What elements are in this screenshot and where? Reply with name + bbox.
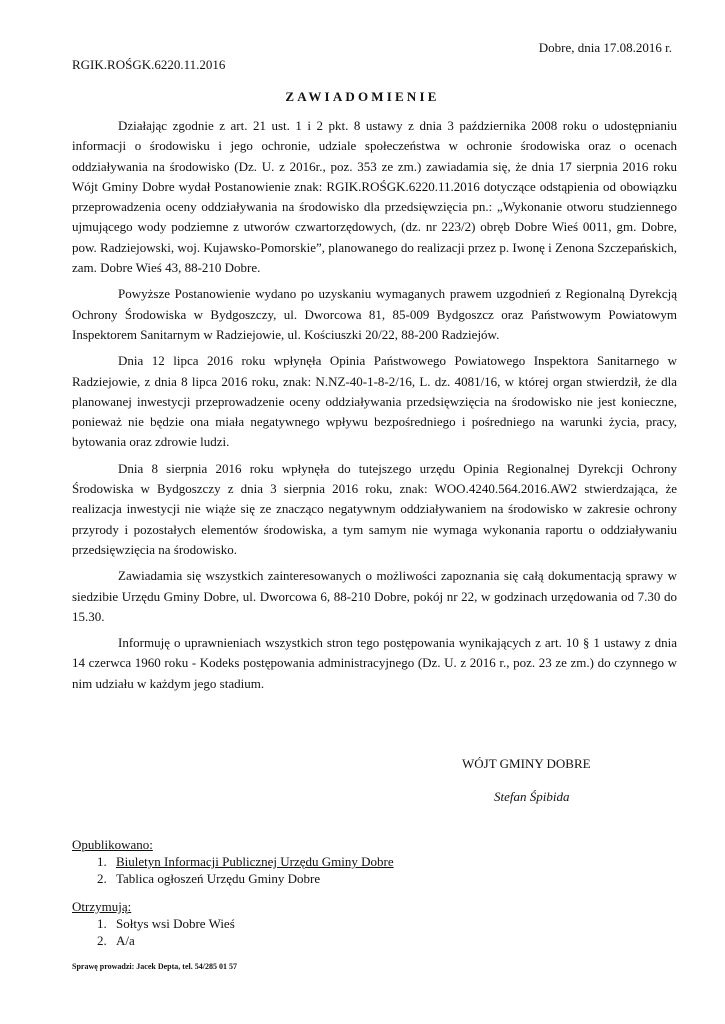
place-date: Dobre, dnia 17.08.2016 r.	[538, 40, 672, 55]
paragraph: Dnia 8 sierpnia 2016 roku wpłynęła do tutejszego urzędu Opinia Regionalnej Dyrekcji Ochrony Środowiska w Bydgoszczy z dnia 3 sierpnia 2016 roku, znak: WOO.4240.564.2016.AW2 stwierdzająca, że realizacja inwestycji nie wiąże się ze znacząco negatywnym oddziaływaniem na środowisko w zakresie ochrony przyrody i pozostałych elementów środowiska, a tym samym nie wymaga wykonania raportu o oddziaływaniu przedsięwzięcia na środowisko.	[72, 460, 677, 557]
list-item: 1. Sołtys wsi Dobre Wieś	[110, 915, 235, 932]
case-handler-footer: Sprawę prowadzi: Jacek Depta, tel. 54/285 01 57	[72, 962, 237, 971]
signatory-office: WÓJT GMINY DOBRE	[462, 756, 591, 771]
signatory-name: Stefan Śpibida	[494, 789, 570, 804]
list-item: 2. Tablica ogłoszeń Urzędu Gminy Dobre	[110, 870, 394, 887]
recipients-list	[72, 898, 235, 949]
paragraph: Informuję o uprawnieniach wszystkich stron tego postępowania wynikających z art. 10 § 1 ustawy z dnia 14 czerwca 1960 roku - Kodeks postępowania administracyjnego (Dz. U. z 2016 r., poz. 23 ze zm.) do czynnego w nim udziału w każdym jego stadium.	[72, 635, 677, 691]
paragraph: Dnia 12 lipca 2016 roku wpłynęła Opinia Państwowego Powiatowego Inspektora Sanitarnego w Radziejowie, z dnia 8 lipca 2016 roku, znak: N.NZ-40-1-8-2/16, L. dz. 4081/16, w której organ stwierdził, że dla planowanej inwestycji przeprowadzenie oceny oddziaływania przedsięwzięcia na środowisko nie jest konieczne, ponieważ nie będzie ona miała negatywnego wpływu bezpośredniego i pośredniego na warunki życia, pracy, bytowania oraz zdrowie ludzi.	[72, 353, 677, 450]
recipients-heading: Otrzymują:	[72, 899, 132, 914]
paragraph: Zawiadamia się wszystkich zainteresowanych o możliwości zapoznania się całą dokumentacją sprawy w siedzibie Urzędu Gminy Dobre, ul. Dworcowa 6, 88-210 Dobre, pokój nr 22, w godzinach urzędowania od 7.30 do 15.30.	[72, 568, 677, 624]
published-list	[72, 836, 394, 887]
document-title: ZAWIADOMIENIE	[285, 89, 440, 104]
list-item	[110, 853, 394, 870]
paragraph: Działając zgodnie z art. 21 ust. 1 i 2 pkt. 8 ustawy z dnia 3 października 2008 roku o udostępnianiu informacji o środowisku i jego ochronie, udziale społeczeństwa w ochronie środowiska oraz o ocenach oddziaływania na środowisko (Dz. U. z 2016r., poz. 353 ze zm.) zawiadamia się, że dnia 17 sierpnia 2016 roku Wójt Gminy Dobre wydał Postanowienie znak: RGIK.ROŚGK.6220.11.2016 dotyczące odstąpienia od obowiązku przeprowadzenia oceny oddziaływania na środowisko dla przedsięwzięcia pn.: „Wykonanie otworu studziennego ujmującego wody podziemne z utworów czwartorzędowych, (dz. nr 223/2) obręb Dobre Wieś 0011, gm. Dobre, pow. Radziejowski, woj. Kujawsko-Pomorskie”, planowanego do realizacji przez p. Iwonę i Zenona Szczepańskich, zam. Dobre Wieś 43, 88-210 Dobre.	[72, 118, 677, 276]
paragraph: Powyższe Postanowienie wydano po uzyskaniu wymaganych prawem uzgodnień z Regionalną Dyrekcją Ochrony Środowiska w Bydgoszczy, ul. Dworcowa 81, 85-009 Bydgoszcz oraz Państwowym Powiatowym Inspektorem Sanitarnym w Radziejowie, ul. Kościuszki 20/22, 88-200 Radziejów.	[72, 286, 677, 342]
reference-number: RGIK.ROŚGK.6220.11.2016	[72, 57, 226, 72]
document-body	[72, 116, 677, 700]
published-heading: Opublikowano:	[72, 837, 153, 852]
bip-link[interactable]: Biuletyn Informacji Publicznej Urzędu Gminy Dobre	[116, 854, 394, 869]
list-item: 2. A/a	[110, 932, 235, 949]
